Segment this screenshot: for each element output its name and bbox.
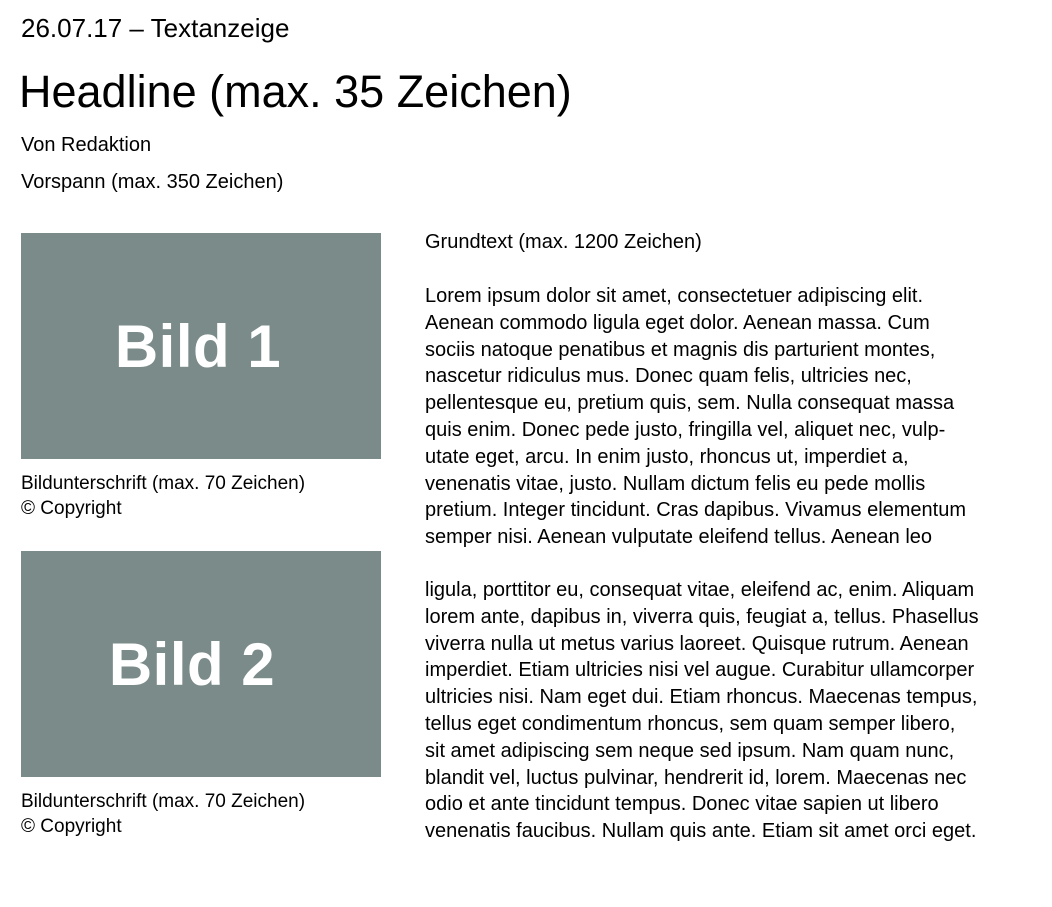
image-placeholder-2 <box>21 551 381 777</box>
body-line: pellentesque eu, pretium quis, sem. Nulla consequat massa <box>425 392 955 415</box>
body-line: ligula, porttitor eu, consequat vitae, eleifend ac, enim. Aliquam <box>425 579 975 601</box>
body-line: nascetur ridiculus mus. Donec quam felis, ultricies nec, <box>425 365 912 388</box>
body-line: sit amet adipiscing sem neque sed ipsum. Nam quam nunc, <box>425 739 955 762</box>
body-line: blandit vel, luctus pulvinar, hendrerit id, lorem. Maecenas nec <box>425 766 967 789</box>
headline: Headline (max. 35 Zeichen) <box>19 66 572 117</box>
caption-text-1: Bildunterschrift (max. 70 Zeichen) <box>21 473 306 494</box>
copyright-1: © Copyright <box>21 498 122 519</box>
body-line: venenatis faucibus. Nullam quis ante. Etiam sit amet orci eget. <box>425 820 977 843</box>
body-paragraph-2 <box>425 577 1050 845</box>
body-line: sociis natoque penatibus et magnis dis parturient montes, <box>425 338 936 361</box>
caption-text-2: Bildunterschrift (max. 70 Zeichen) <box>21 791 306 812</box>
body-line: venenatis vitae, justo. Nullam dictum felis eu pede mollis <box>425 472 926 495</box>
body-line: pretium. Integer tincidunt. Cras dapibus. Vivamus elementum <box>425 499 967 522</box>
dateline: 26.07.17 – Textanzeige <box>21 13 290 43</box>
body-paragraph-1 <box>425 283 1050 551</box>
copyright-2: © Copyright <box>21 816 122 837</box>
body-line: viverra nulla ut metus varius laoreet. Quisque rutrum. Aenean <box>425 632 969 655</box>
image-label-2: Bild 2 <box>108 630 276 698</box>
image-placeholder-1 <box>21 233 381 459</box>
body-line: imperdiet. Etiam ultricies nisi vel augue. Curabitur ullamcorper <box>425 659 975 682</box>
body-line: semper nisi. Aenean vulputate eleifend tellus. Aenean leo <box>425 526 933 549</box>
body-line: ultricies nisi. Nam eget dui. Etiam rhoncus. Maecenas tempus, <box>425 686 978 709</box>
body-line: Lorem ipsum dolor sit amet, consectetuer adipiscing elit. <box>425 285 924 307</box>
body-title: Grundtext (max. 1200 Zeichen) <box>425 231 702 253</box>
image-caption-2 <box>21 789 305 839</box>
body-line: tellus eget condimentum rhoncus, sem quam semper libero, <box>425 712 956 735</box>
body-line: lorem ante, dapibus in, viverra quis, feugiat a, tellus. Phasellus <box>425 605 979 628</box>
body-line: odio et ante tincidunt tempus. Donec vitae sapien ut libero <box>425 793 939 816</box>
byline: Von Redaktion <box>21 134 152 156</box>
vorspann: Vorspann (max. 350 Zeichen) <box>21 171 284 193</box>
body-line: utate eget, arcu. In enim justo, rhoncus ut, imperdiet a, <box>425 445 909 468</box>
body-line: Aenean commodo ligula eget dolor. Aenean massa. Cum <box>425 311 930 334</box>
image-caption-1 <box>21 471 305 521</box>
image-label-1: Bild 1 <box>114 312 282 380</box>
body-line: quis enim. Donec pede justo, fringilla vel, aliquet nec, vulp- <box>425 418 946 441</box>
